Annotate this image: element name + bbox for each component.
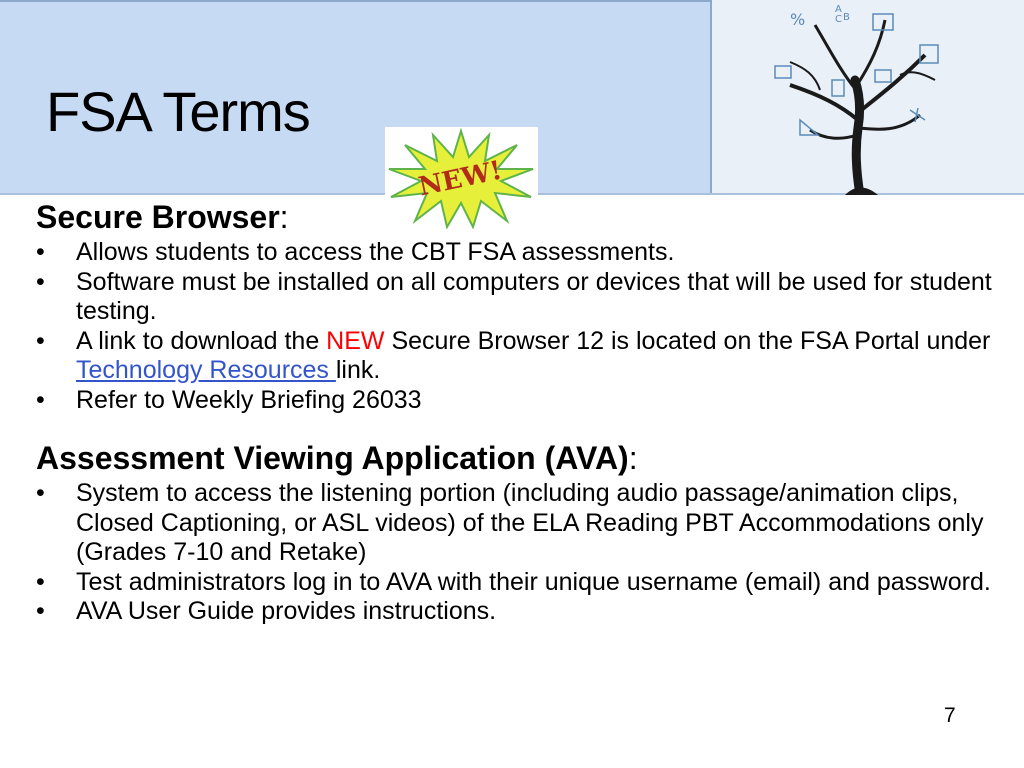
list-item: • System to access the listening portion (including audio passage/animation clips, Closed Captioning, or ASL videos) of the ELA Reading PBT Accommodations only (Grades 7-10 and Retake): [36, 479, 996, 568]
page-number: 7: [944, 704, 956, 727]
list-item: • Test administrators log in to AVA with their unique username (email) and password.: [36, 568, 996, 598]
svg-text:A: A: [835, 4, 842, 15]
list-item: • AVA User Guide provides instructions.: [36, 597, 996, 627]
svg-text:C: C: [835, 14, 842, 25]
ava-list: [36, 479, 996, 627]
slide-content: [36, 198, 996, 627]
list-item: • A link to download the NEW Secure Browser 12 is located on the FSA Portal under Technology Resources link.: [36, 327, 996, 386]
svg-text:B: B: [843, 12, 850, 23]
badge-label: NEW!: [416, 155, 505, 203]
list-item: • Refer to Weekly Briefing 26033: [36, 386, 996, 416]
section-heading-secure-browser: Secure Browser:: [36, 199, 289, 235]
list-item: • Software must be installed on all computers or devices that will be used for student testing.: [36, 268, 996, 327]
technology-resources-link[interactable]: Technology Resources: [76, 356, 336, 384]
svg-text:%: %: [790, 10, 806, 29]
list-item: • Allows students to access the CBT FSA assessments.: [36, 238, 996, 268]
section-heading-ava: Assessment Viewing Application (AVA):: [36, 440, 638, 476]
new-highlight: NEW: [326, 326, 385, 355]
tree-icon: [760, 0, 960, 195]
secure-browser-list: [36, 238, 996, 415]
slide-title: FSA Terms: [46, 80, 310, 143]
